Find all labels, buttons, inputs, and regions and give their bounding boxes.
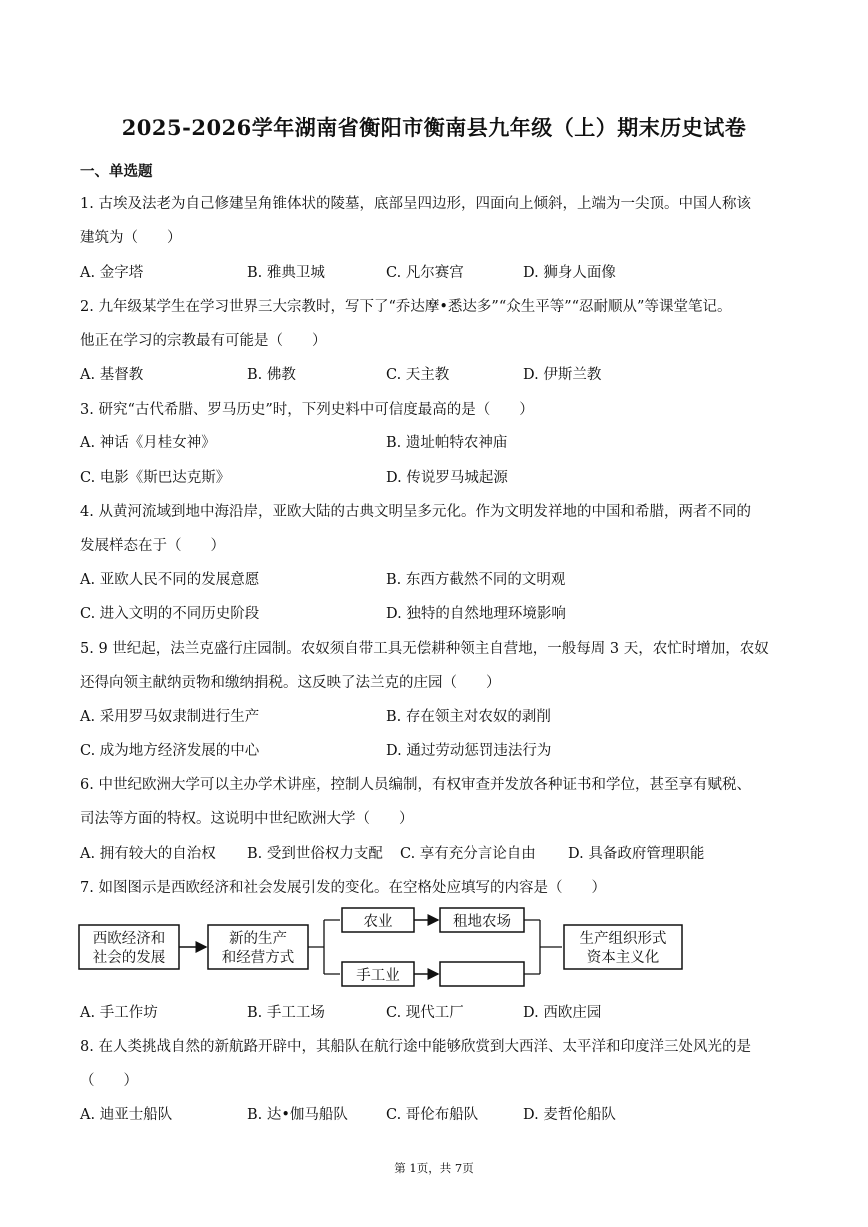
q3-option-a: A. 神话《月桂女神》 [80, 435, 216, 451]
q1-stem-line2: 建筑为（ ） [80, 230, 182, 246]
q1-option-d: D. 狮身人面像 [523, 265, 616, 281]
merge-brace [524, 920, 562, 974]
q7-option-c: C. 现代工厂 [386, 1005, 464, 1021]
q8-stem-line1: 8. 在人类挑战自然的新航路开辟中，其船队在航行途中能够欣赏到大西洋、太平洋和印度洋三处风光的是 [80, 1039, 751, 1055]
q3-option-b: B. 遗址帕特农神庙 [386, 435, 508, 451]
q8-option-c: C. 哥伦布船队 [386, 1107, 479, 1123]
q4-option-a: A. 亚欧人民不同的发展意愿 [80, 572, 260, 588]
q3-option-d: D. 传说罗马城起源 [386, 470, 508, 486]
q2-option-d: D. 伊斯兰教 [523, 367, 602, 383]
q1-stem-line1: 1. 古埃及法老为自己修建呈角锥体状的陵墓，底部呈四边形，四面向上倾斜，上端为一尖顶。中国人称该 [80, 196, 751, 212]
result-line1: 生产组织形式 [579, 931, 667, 947]
leased-farm-label: 租地农场 [453, 914, 511, 930]
q5-option-c: C. 成为地方经济发展的中心 [80, 743, 260, 759]
q2-stem-line2: 他正在学习的宗教最有可能是（ ） [80, 333, 327, 349]
q7-option-d: D. 西欧庄园 [523, 1005, 602, 1021]
q6-option-a: A. 拥有较大的自治权 [80, 846, 216, 862]
page-title: 2025-2026学年湖南省衡阳市衡南县九年级（上）期末历史试卷 [121, 115, 747, 140]
q4-option-b: B. 东西方截然不同的文明观 [386, 572, 566, 588]
branch-brace [308, 920, 340, 974]
q8-stem-line2: （ ） [80, 1073, 138, 1089]
q6-option-c: C. 享有充分言论自由 [400, 846, 536, 862]
box1-line2: 社会的发展 [92, 950, 166, 966]
q5-stem-line1: 5. 9 世纪起，法兰克盛行庄园制。农奴须自带工具无偿耕种领主自营地，一般每周 3 天，农忙时增加，农奴 [80, 641, 769, 657]
q2-option-b: B. 佛教 [247, 367, 296, 383]
handicraft-label: 手工业 [356, 968, 400, 984]
q7-stem-line1: 7. 如图图示是西欧经济和社会发展引发的变化。在空格处应填写的内容是（ ） [80, 880, 606, 896]
q1-option-a: A. 金字塔 [80, 265, 144, 281]
box1-line1: 西欧经济和 [92, 931, 166, 947]
q8-option-a: A. 迪亚士船队 [80, 1107, 173, 1123]
agriculture-label: 农业 [363, 914, 393, 930]
q3-option-c: C. 电影《斯巴达克斯》 [80, 470, 231, 486]
page-footer: 第 1页，共 7页 [394, 1161, 474, 1175]
q4-stem-line1: 4. 从黄河流域到地中海沿岸，亚欧大陆的古典文明呈多元化。作为文明发祥地的中国和希腊，两者不同的 [80, 504, 751, 520]
q1-option-b: B. 雅典卫城 [247, 265, 325, 281]
section-heading: 一、单选题 [80, 163, 153, 180]
q6-stem-line2: 司法等方面的特权。这说明中世纪欧洲大学（ ） [80, 811, 414, 827]
q5-stem-line2: 还得向领主献纳贡物和缴纳捐税。这反映了法兰克的庄园（ ） [80, 675, 501, 691]
q1-option-c: C. 凡尔赛宫 [386, 265, 464, 281]
q2-option-a: A. 基督教 [80, 367, 144, 383]
q6-stem-line1: 6. 中世纪欧洲大学可以主办学术讲座，控制人员编制，有权审查并发放各种证书和学位，甚至享有赋税、 [80, 777, 751, 793]
box2-line1: 新的生产 [229, 931, 287, 947]
q8-option-d: D. 麦哲伦船队 [523, 1107, 616, 1123]
q7-option-b: B. 手工工场 [247, 1005, 325, 1021]
economy-flow-diagram [78, 900, 698, 990]
q6-option-d: D. 具备政府管理职能 [568, 846, 705, 862]
q5-option-b: B. 存在领主对农奴的剥削 [386, 709, 551, 725]
result-line2: 资本主义化 [586, 950, 660, 966]
q4-option-d: D. 独特的自然地理环境影响 [386, 606, 566, 622]
box2-line2: 和经营方式 [221, 950, 295, 966]
q8-option-b: B. 达•伽马船队 [247, 1107, 348, 1123]
q2-stem-line1: 2. 九年级某学生在学习世界三大宗教时，写下了“乔达摩•悉达多”“众生平等”“忍耐顺从”等课堂笔记。 [80, 299, 732, 315]
q7-option-a: A. 手工作坊 [80, 1005, 158, 1021]
q4-stem-line2: 发展样态在于（ ） [80, 538, 225, 554]
q5-option-d: D. 通过劳动惩罚违法行为 [386, 743, 552, 759]
box-blank-answer [440, 962, 524, 986]
q3-stem-line1: 3. 研究“古代希腊、罗马历史”时，下列史料中可信度最高的是（ ） [80, 402, 534, 418]
q2-option-c: C. 天主教 [386, 367, 450, 383]
q4-option-c: C. 进入文明的不同历史阶段 [80, 606, 260, 622]
q6-option-b: B. 受到世俗权力支配 [247, 846, 383, 862]
q5-option-a: A. 采用罗马奴隶制进行生产 [80, 709, 260, 725]
